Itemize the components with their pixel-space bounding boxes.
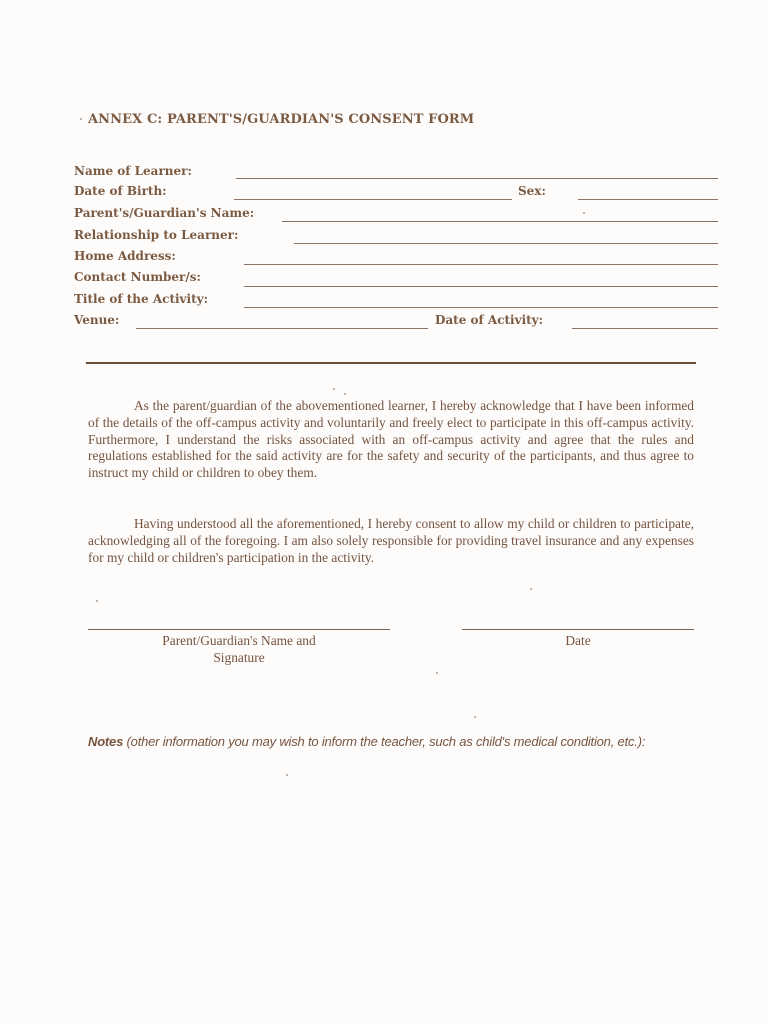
notes-label: Notes	[88, 734, 124, 749]
acknowledgement-paragraph: As the parent/guardian of the abovementioned learner, I hereby acknowledge that I have been informed of the details of the off-campus activity and voluntarily and freely elect to participate in this off-campus activity. Furthermore, I understand the risks associated with an off-campus activity and agree that the rules and regulations established for the said activity are for the safety and security of the participants, and thus agree to instruct my child or children to obey them.	[88, 398, 694, 481]
scan-speck	[96, 600, 98, 602]
contact-numbers-field[interactable]	[244, 286, 718, 287]
notes-section[interactable]	[88, 733, 700, 750]
scan-speck	[286, 774, 288, 776]
section-divider	[86, 362, 696, 364]
name-of-learner-label: Name of Learner:	[74, 164, 192, 178]
form-title: ANNEX C: PARENT'S/GUARDIAN'S CONSENT FORM	[88, 112, 475, 127]
name-of-learner-field[interactable]	[236, 178, 718, 179]
signature-line[interactable]	[88, 629, 390, 630]
sex-label: Sex:	[518, 184, 546, 198]
date-of-birth-label: Date of Birth:	[74, 184, 167, 198]
date-signed-line[interactable]	[462, 629, 694, 630]
home-address-label: Home Address:	[74, 249, 176, 263]
scan-speck	[333, 388, 335, 390]
relationship-label: Relationship to Learner:	[74, 228, 239, 242]
consent-paragraph: Having understood all the aforementioned, I hereby consent to allow my child or children to participate, acknowledging all of the foregoing. I am also solely responsible for providing travel insurance and any expenses for my child or children's participation in the activity.	[88, 516, 694, 565]
home-address-field[interactable]	[244, 264, 718, 265]
relationship-field[interactable]	[294, 243, 718, 244]
title-of-activity-label: Title of the Activity:	[74, 292, 209, 306]
scan-speck	[583, 212, 585, 214]
sex-field[interactable]	[578, 199, 718, 200]
scan-speck	[474, 716, 476, 718]
signature-caption	[88, 632, 390, 666]
title-of-activity-field[interactable]	[244, 307, 718, 308]
signature-caption-line2: Signature	[213, 650, 265, 665]
contact-numbers-label: Contact Number/s:	[74, 270, 201, 284]
parent-guardian-name-label: Parent's/Guardian's Name:	[74, 206, 255, 220]
notes-instructions: (other information you may wish to inform the teacher, such as child's medical condition, etc.):	[123, 734, 646, 749]
scan-speck	[436, 672, 438, 674]
signature-caption-line1: Parent/Guardian's Name and	[162, 633, 316, 648]
date-of-birth-field[interactable]	[234, 199, 512, 200]
date-caption: Date	[565, 633, 591, 648]
parent-guardian-name-field[interactable]	[282, 221, 718, 222]
scan-speck	[530, 588, 532, 590]
date-of-activity-label: Date of Activity:	[435, 313, 544, 327]
venue-label: Venue:	[74, 313, 120, 327]
scan-speck	[80, 118, 82, 120]
scan-speck	[344, 393, 346, 395]
venue-field[interactable]	[136, 328, 428, 329]
date-of-activity-field[interactable]	[572, 328, 718, 329]
